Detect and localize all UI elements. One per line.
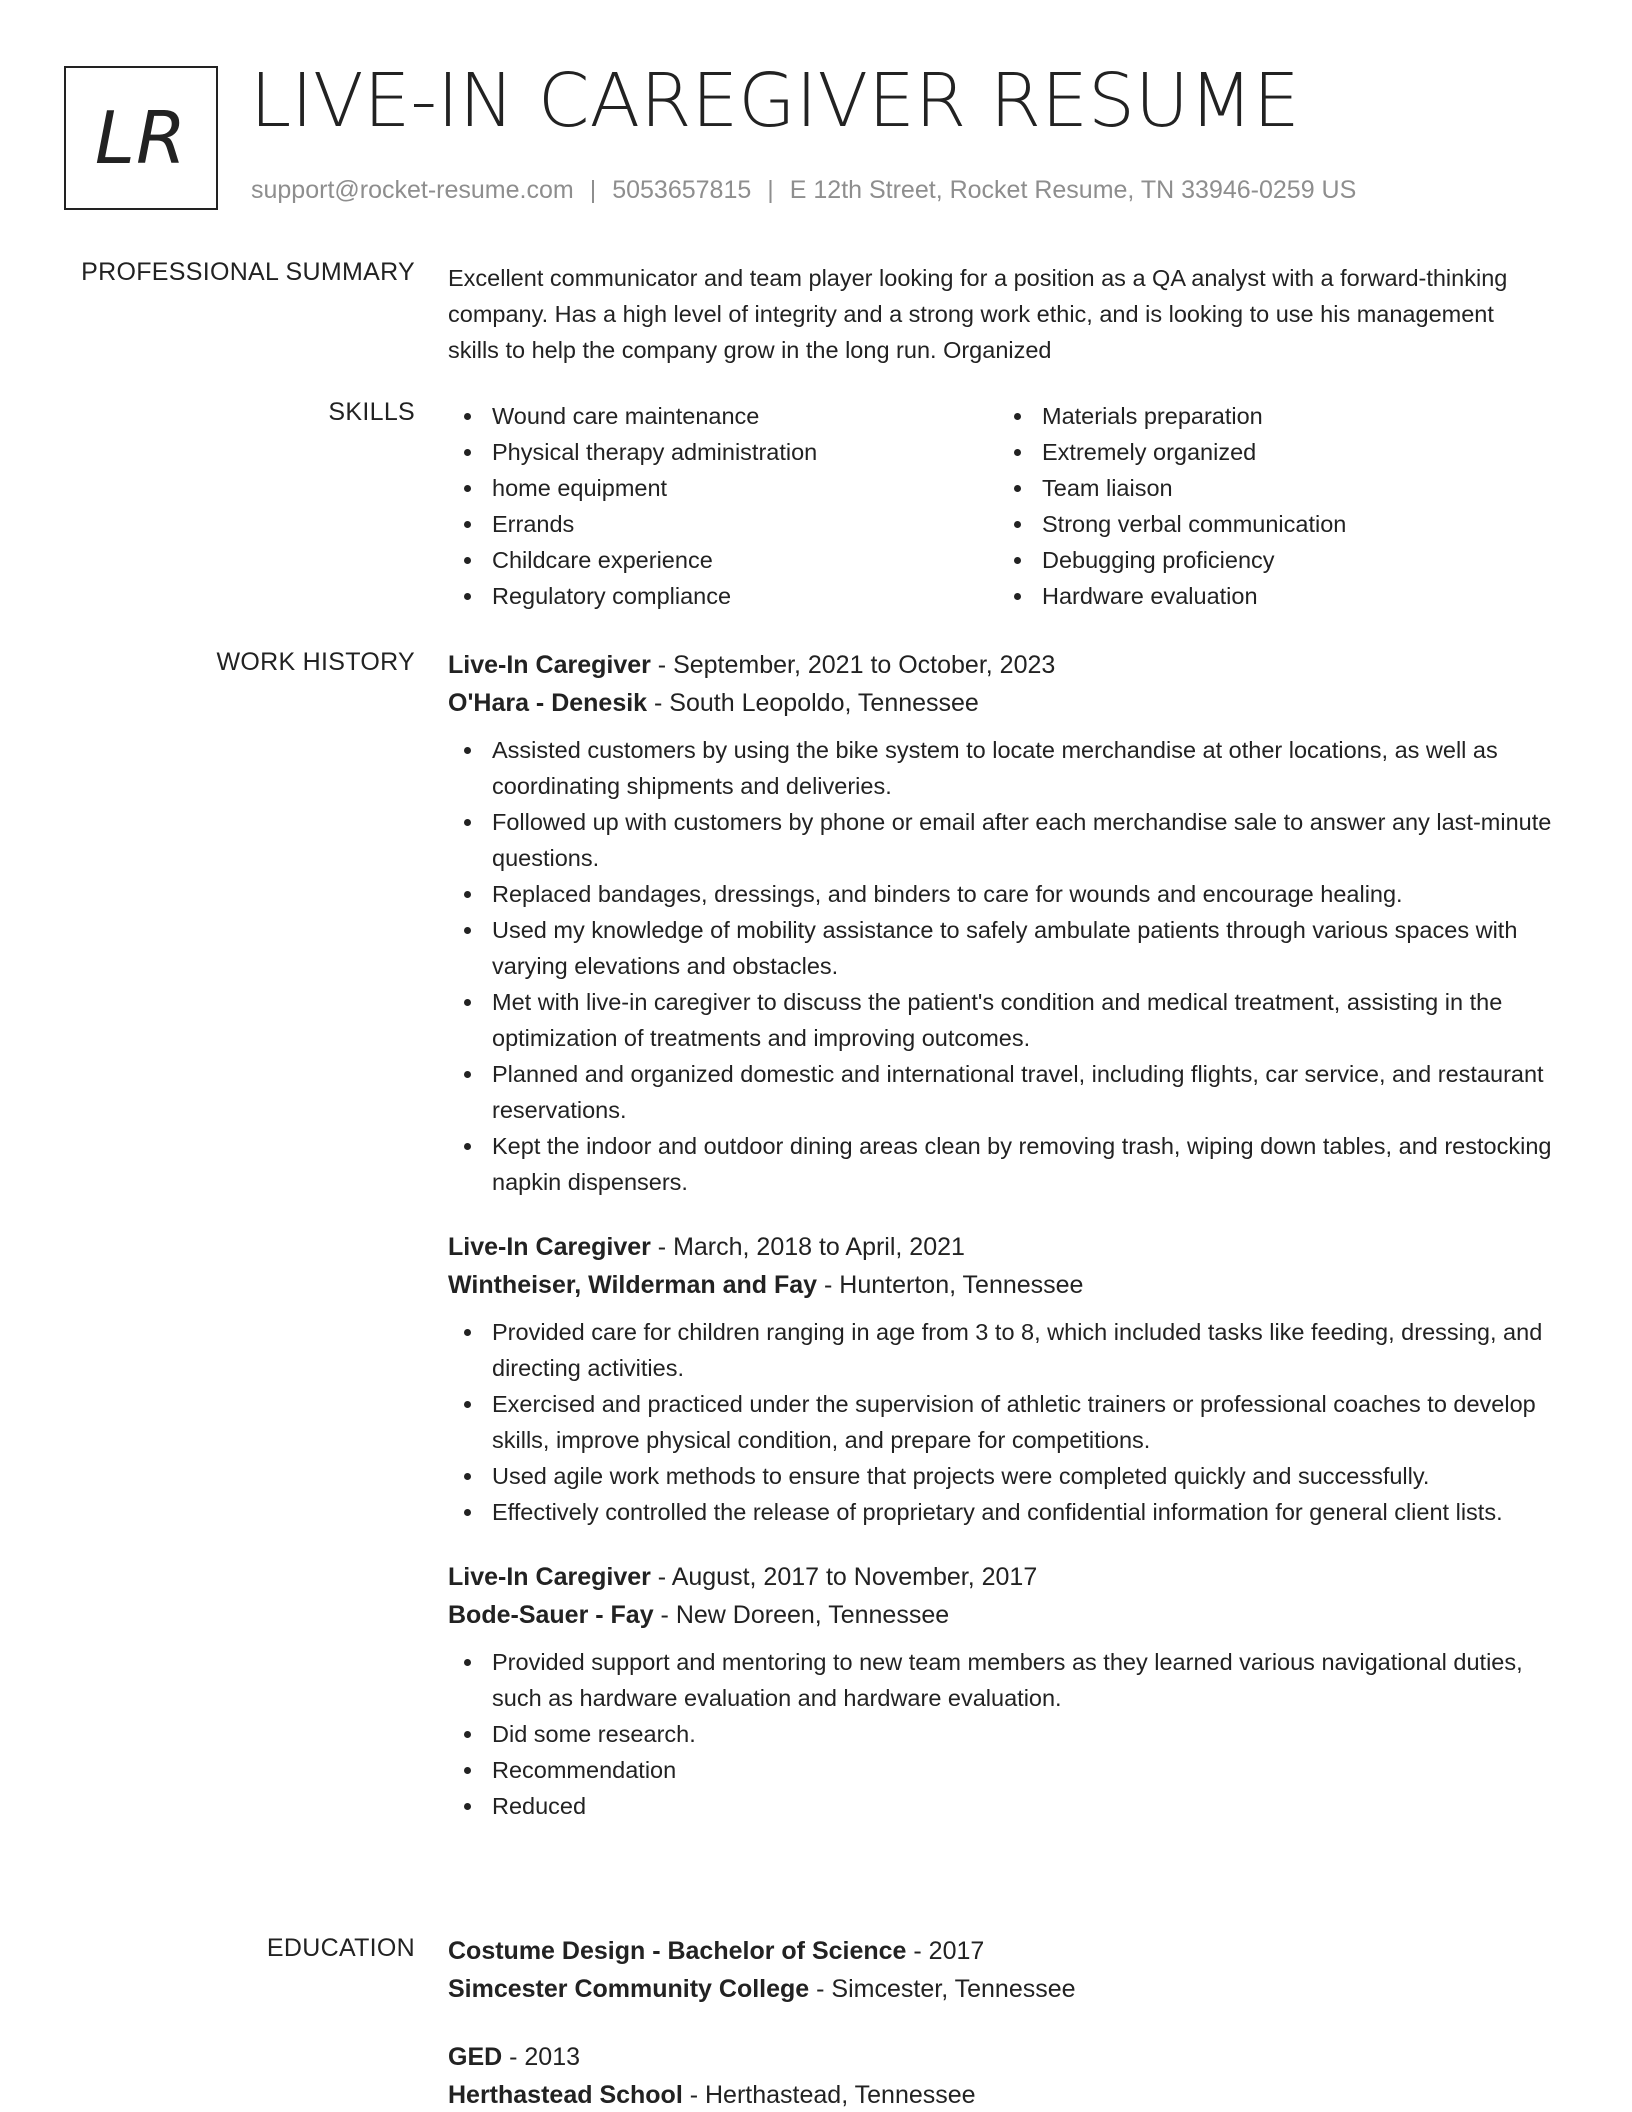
job-location: - New Doreen, Tennessee [653,1601,950,1629]
job-dates: - August, 2017 to November, 2017 [650,1563,1038,1591]
job-bullets [448,732,1568,1200]
skill-item: Strong verbal communication [998,506,1548,542]
edu-degree: Costume Design - Bachelor of Science [448,1937,907,1965]
job-entry [448,1558,1568,1824]
job-entry [448,1228,1568,1530]
edu-location: - Herthastead, Tennessee [682,2081,976,2109]
initials-text: LR [94,96,188,180]
job-bullets [448,1644,1568,1824]
skill-item: Team liaison [998,470,1548,506]
job-company: Wintheiser, Wilderman and Fay [448,1271,818,1299]
job-dates: - September, 2021 to October, 2023 [650,651,1056,679]
job-bullet: Used my knowledge of mobility assistance to safely ambulate patients through various spaces with varying elevations and obstacles. [448,912,1568,984]
job-company: Bode-Sauer - Fay [448,1601,654,1629]
contact-separator: | [589,176,597,204]
job-bullet: Met with live-in caregiver to discuss the patient's condition and medical treatment, assisting in the optimization of treatments and improving outcomes. [448,984,1568,1056]
job-bullet: Exercised and practiced under the supervision of athletic trainers or professional coaches to develop skills, improve physical condition, and prepare for competitions. [448,1386,1568,1458]
skill-item: Regulatory compliance [448,578,998,614]
section-label-summary: PROFESSIONAL SUMMARY [81,258,415,286]
contact-address: E 12th Street, Rocket Resume, TN 33946-0259 US [789,176,1357,204]
edu-school-line [448,1970,1568,2008]
job-title: Live-In Caregiver [448,651,651,679]
edu-year: - 2017 [906,1937,985,1965]
edu-degree-line [448,1932,1568,1970]
job-title: Live-In Caregiver [448,1233,651,1261]
job-company-line [448,684,1568,722]
job-location: - Hunterton, Tennessee [817,1271,1084,1299]
job-bullet: Recommendation [448,1752,1568,1788]
job-bullet: Provided support and mentoring to new team members as they learned various navigational duties, such as hardware evaluation and hardware evaluation. [448,1644,1568,1716]
skills-column-left [448,398,998,614]
skills-grid [448,398,1568,614]
skill-item: Childcare experience [448,542,998,578]
skill-item: Errands [448,506,998,542]
contact-email[interactable]: support@rocket-resume.com [251,176,574,204]
job-title-line [448,1228,1568,1266]
contact-line [251,176,1356,205]
contact-phone[interactable]: 5053657815 [612,176,752,204]
job-bullet: Planned and organized domestic and international travel, including flights, car service, and restaurant reservations. [448,1056,1568,1128]
contact-separator: | [767,176,774,204]
job-bullet: Kept the indoor and outdoor dining areas clean by removing trash, wiping down tables, and restocking napkin dispensers. [448,1128,1568,1200]
skills-column-right [998,398,1548,614]
job-bullet: Provided care for children ranging in age from 3 to 8, which included tasks like feeding, dressing, and directing activities. [448,1314,1568,1386]
job-entry [448,646,1568,1200]
job-bullet: Followed up with customers by phone or email after each merchandise sale to answer any last-minute questions. [448,804,1568,876]
job-company: O'Hara - Denesik [448,689,648,717]
skill-item: Physical therapy administration [448,434,998,470]
skill-item: Debugging proficiency [998,542,1548,578]
skill-item: Extremely organized [998,434,1548,470]
job-company-line [448,1266,1568,1304]
education-entry [448,1932,1568,2008]
job-location: - South Leopoldo, Tennessee [647,689,979,717]
skill-item: Hardware evaluation [998,578,1548,614]
edu-degree: GED [448,2043,503,2071]
section-label-skills: SKILLS [328,398,415,426]
edu-degree-line [448,2038,1568,2076]
edu-school: Herthastead School [448,2081,683,2109]
education-entry [448,2038,1568,2112]
skill-item: Materials preparation [998,398,1548,434]
job-bullet: Effectively controlled the release of proprietary and confidential information for general client lists. [448,1494,1568,1530]
initials-monogram [64,66,218,210]
section-label-education: EDUCATION [266,1934,415,1962]
job-bullet: Did some research. [448,1716,1568,1752]
resume-title: LIVE-IN CAREGIVER RESUME [250,58,1300,144]
skill-item: home equipment [448,470,998,506]
job-title: Live-In Caregiver [448,1563,651,1591]
edu-school-line [448,2076,1568,2112]
section-label-work-history: WORK HISTORY [216,648,415,676]
job-bullet: Reduced [448,1788,1568,1824]
edu-location: - Simcester, Tennessee [809,1975,1076,2003]
edu-school: Simcester Community College [448,1975,810,2003]
job-bullet: Assisted customers by using the bike system to locate merchandise at other locations, as well as coordinating shipments and deliveries. [448,732,1568,804]
job-bullet: Used agile work methods to ensure that projects were completed quickly and successfully. [448,1458,1568,1494]
job-company-line [448,1596,1568,1634]
job-title-line [448,1558,1568,1596]
job-title-line [448,646,1568,684]
job-dates: - March, 2018 to April, 2021 [650,1233,965,1261]
summary-text: Excellent communicator and team player looking for a position as a QA analyst with a forward-thinking company. Has a high level of integrity and a strong work ethic, and is looking to use his management skills to help the company grow in the long run. Organized [448,265,1508,363]
edu-year: - 2013 [502,2043,581,2071]
job-bullet: Replaced bandages, dressings, and binders to care for wounds and encourage healing. [448,876,1568,912]
job-bullets [448,1314,1568,1530]
skill-item: Wound care maintenance [448,398,998,434]
